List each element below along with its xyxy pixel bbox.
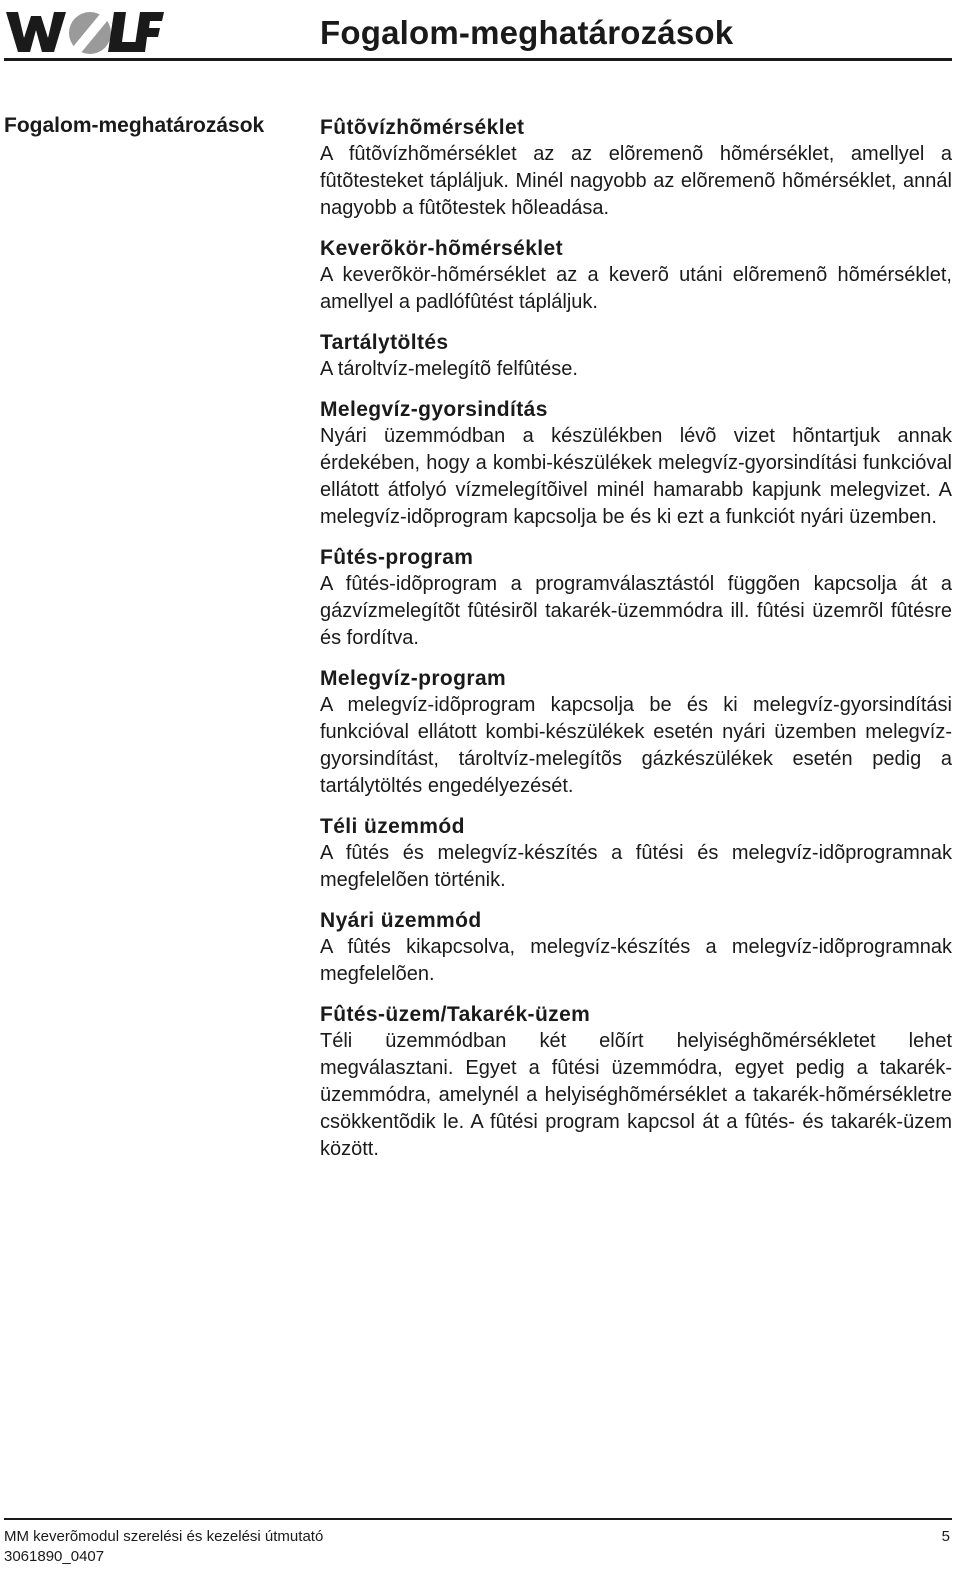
section-side-heading: Fogalom-meghatározások bbox=[4, 114, 265, 137]
definition-entry bbox=[320, 329, 952, 383]
definition-entry bbox=[320, 665, 952, 800]
page-title: Fogalom-meghatározások bbox=[320, 14, 734, 51]
definition-title: Melegvíz-program bbox=[320, 667, 507, 690]
definition-title: Fûtés-üzem/Takarék-üzem bbox=[320, 1003, 591, 1026]
wolf-logo-icon bbox=[4, 8, 164, 56]
definition-title: Fûtõvízhõmérséklet bbox=[320, 116, 525, 139]
header-divider bbox=[4, 58, 952, 61]
definition-text: A keverõkör-hõmérséklet az a keverõ utáni elõremenõ hõmérséklet, amellyel a padlófûtést tápláljuk. bbox=[320, 264, 952, 313]
page-number: 5 bbox=[941, 1528, 950, 1545]
definition-title: Melegvíz-gyorsindítás bbox=[320, 398, 548, 421]
footer-document-title: MM keverõmodul szerelési és kezelési útmutató bbox=[4, 1528, 324, 1545]
definition-text: A fûtõvízhõmérséklet az az elõremenõ hõmérséklet, amellyel a fûtõtesteket tápláljuk. Minél nagyobb az elõremenõ hõmérséklet, annál nagyobb a fûtõtestek hõleadása. bbox=[320, 143, 952, 219]
definition-entry bbox=[320, 114, 952, 222]
definition-text: A fûtés kikapcsolva, melegvíz-készítés a melegvíz-idõprogramnak megfelelõen. bbox=[320, 936, 952, 985]
definition-title: Fûtés-program bbox=[320, 546, 474, 569]
definition-title: Tartálytöltés bbox=[320, 331, 449, 354]
definition-text: A melegvíz-idõprogram kapcsolja be és ki melegvíz-gyorsindítási funkcióval ellátott kombi-készülékek esetén nyári üzemben melegvíz-gyorsindítást, tároltvíz-melegítõs gázkészülékek esetén pedig a tartálytöltés engedélyezését. bbox=[320, 694, 952, 797]
footer-divider bbox=[4, 1518, 952, 1520]
definition-entry bbox=[320, 907, 952, 988]
definition-entry bbox=[320, 1001, 952, 1163]
definition-title: Keverõkör-hõmérséklet bbox=[320, 237, 563, 260]
footer-document-code: 3061890_0407 bbox=[4, 1548, 105, 1565]
definition-text: A fûtés és melegvíz-készítés a fûtési és melegvíz-idõprogramnak megfelelõen történik. bbox=[320, 842, 952, 891]
definition-entry bbox=[320, 813, 952, 894]
definition-entry bbox=[320, 544, 952, 652]
definition-entry bbox=[320, 235, 952, 316]
definitions-list bbox=[320, 114, 952, 1176]
definition-text: Nyári üzemmódban a készülékben lévõ vizet hõntartjuk annak érdekében, hogy a kombi-készülékek melegvíz-gyorsindítási funkcióval ellátott átfolyó vízmelegítõivel minél hamarabb kapjunk melegvizet. A melegvíz-idõprogram kapcsolja be és ki ezt a funkciót nyári üzemben. bbox=[320, 425, 952, 528]
wolf-logo bbox=[4, 8, 164, 56]
definition-entry bbox=[320, 396, 952, 531]
definition-text: A fûtés-idõprogram a programválasztástól függõen kapcsolja át a gázvízmelegítõt fûtésirõl takarék-üzemmódra ill. fûtési üzemrõl fûtésre és fordítva. bbox=[320, 573, 952, 649]
definition-text: Téli üzemmódban két elõírt helyiséghõmérsékletet lehet megválasztani. Egyet a fûtési üzemmódra, egyet pedig a takarék-üzemmódra, amelynél a helyiséghõmérséklet a takarék-hõmérsékletre csökkentõdik le. A fûtési program kapcsol át a fûtés- és takarék-üzem között. bbox=[320, 1030, 952, 1160]
definition-text: A tároltvíz-melegítõ felfûtése. bbox=[320, 358, 578, 380]
definition-title: Téli üzemmód bbox=[320, 815, 465, 838]
definition-title: Nyári üzemmód bbox=[320, 909, 482, 932]
